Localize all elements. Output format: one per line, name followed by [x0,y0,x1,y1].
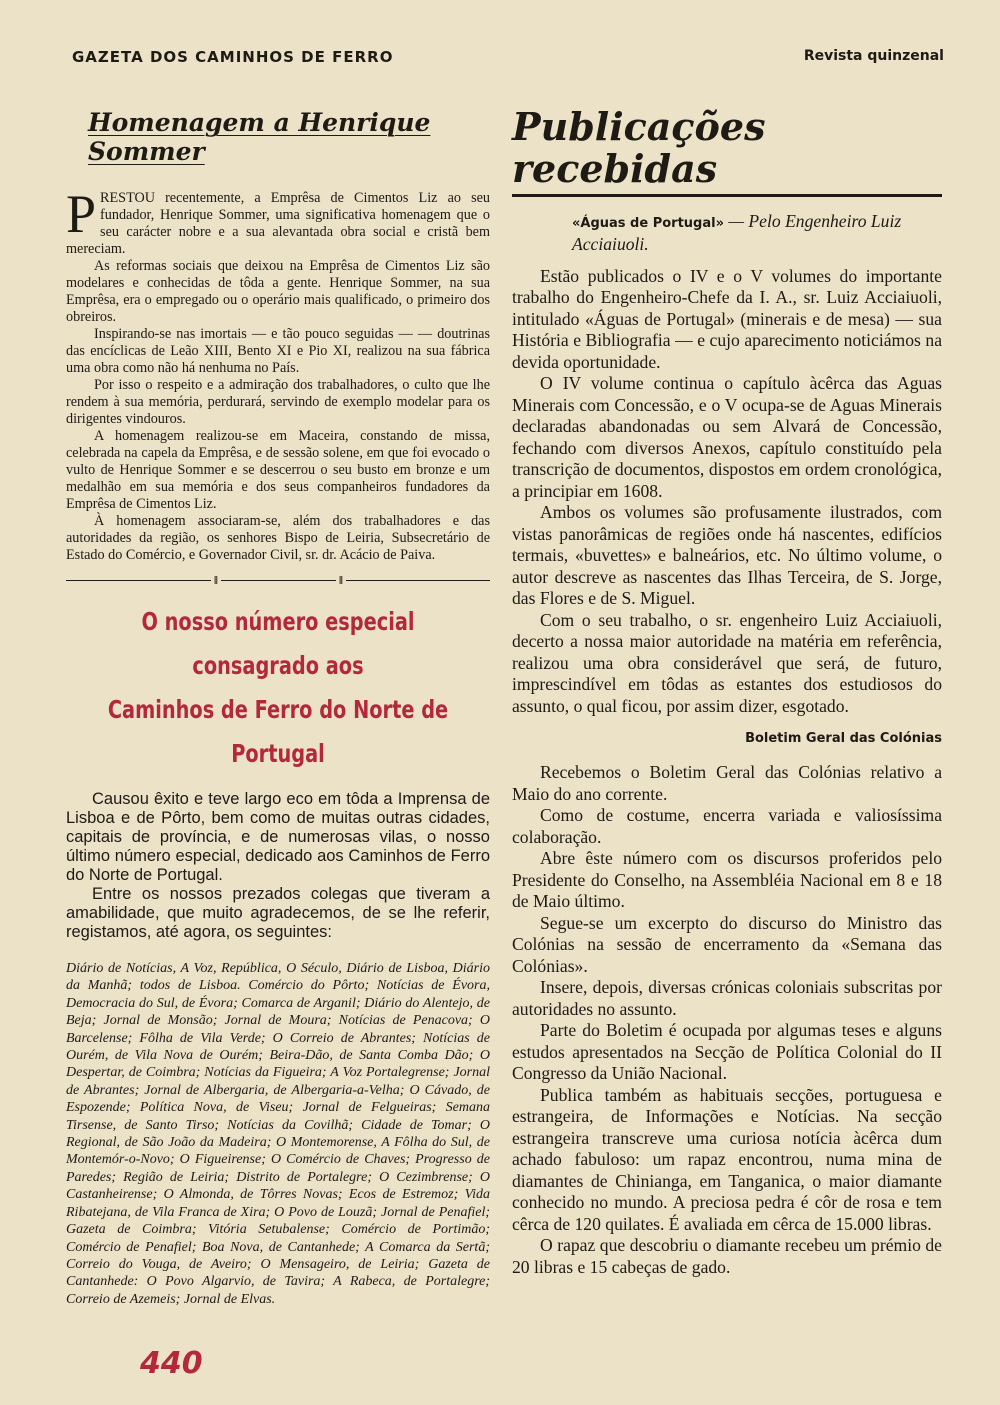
paragraph: Com o seu trabalho, o sr. engenheiro Luiz Acciaiuoli, decerto a nossa maior autoridade na matéria em referência, realizou uma obra considerável que será, de futuro, imprescindível em tôdas as estantes dos estudiosos do assunto, o qual ficou, por assim dizer, esgotado. [512,609,942,716]
paragraph: Recebemos o Boletim Geral das Colónias relativo a Maio do ano corrente. [512,762,942,804]
publication-review [512,266,942,718]
paragraph: Estão publicados o IV e o V volumes do importante trabalho do Engenheiro-Chefe da I. A., sr. Luiz Acciaiuoli, intitulado «Águas de Portugal» (minerais e de mesa) — sua História e Bibliografia — e cujo aparecimento noticiámos na devida oportunidade. [512,265,942,372]
paragraph: Causou êxito e teve largo eco em tôda a Imprensa de Lisboa e de Pôrto, bem como de muitas outras cidades, capitais de província, e de numerosas vilas, o nosso último número especial, dedicado aos Caminhos de Ferro do Norte de Portugal. [66,790,490,884]
publication-name: GAZETA DOS CAMINHOS DE FERRO [72,48,394,66]
running-header [72,48,944,72]
paragraph: A homenagem realizou-se em Maceira, constando de missa, celebrada na capela da Emprêsa, e de sessão solene, em que foi evocado o vulto de Henrique Sommer e se descerrou o seu busto em bronze e um medalhão em sua memória e dos seus companheiros fundadores da Emprêsa de Cimentos Liz. [66,428,490,512]
paragraph: Por isso o respeito e a admiração dos trabalhadores, o culto que lhe rendem à sua memória, perdurará, servindo de exemplo modelar para os dirigentes vindouros. [66,377,490,427]
publication-title: «Águas de Portugal» [572,215,724,231]
section-title-publications: Publicações recebidas [512,104,766,191]
right-column [512,100,942,1278]
boletim-heading: Boletim Geral das Colónias [745,731,942,747]
publication-author: — Pelo Engenheiro Luiz Acciaiuoli. [572,210,902,255]
publication-heading [512,211,942,256]
title-rule [512,194,942,197]
article-body-sommer [66,184,490,564]
newspaper-list: Diário de Notícias, A Voz, República, O Século, Diário de Lisboa, Diário da Manhã; todos de Lisboa. Comércio do Pôrto; Notícias de Évora, Democracia do Sul, de Évora; Comarca de Arganil; Diário do Alentejo, de Beja; Jornal de Monsão; Jornal de Moura; Notícias de Penacova; O Barcelense; Fôlha de Vila Verde; O Correio de Abrantes; Notícias de Ourém, de Vila Nova de Ourém; Beira-Dão, de Santa Comba Dão; O Despertar, de Coimbra; Notícias da Figueira; A Voz Portalegrense; Jornal de Abrantes; Jornal de Albergaria, de Albergaria-a-Velha; O Cávado, de Espozende; Política Nova, de Viseu; Jornal de Felgueiras; Semana Tirsense, de Santo Tirso; Notícias da Covilhã; Cidade de Tomar; O Regional, de São João da Madeira; O Montemorense, A Fôlha do Sul, de Montemór-o-Novo; O Figueirense; O Comércio de Chaves; Progresso de Paredes; Região de Leiria; Distrito de Portalegre; O Cezimbrense; O Castanheirense; O Almonda, de Tôrres Novas; Ecos de Estremoz; Vida Ribatejana, de Vila Franca de Xira; O Povo de Louzã; Jornal de Penafiel; Gazeta de Coimbra; Vitória Setubalense; Comércio de Portimão; Comércio de Penafiel; Boa Nova, de Cantanhede; A Comarca da Sertã; Correio do Vouga, de Aveiro; O Mensageiro, de Leiria; Gazeta de Cantanhede: O Povo Algarvio, de Tavira; A Rabeca, de Portalegre; Correio de Azemeis; Jornal de Elvas. [66,961,490,1307]
paragraph: Abre êste número com os discursos proferidos pelo Presidente do Conselho, na Assembléia Nacional em 8 e 18 de Maio último. [512,848,942,912]
left-column [66,100,490,1308]
divider-ornament-icon: ǁ [336,573,346,587]
paragraph: Inspirando-se nas imortais — e tão pouco seguidas — — doutrinas das encíclicas de Leão XIII, Bento XI e Pio XI, realizou na sua fábrica uma obra como não há nenhuma no País. [66,326,490,376]
page-number: 440 [140,1346,203,1381]
paragraph: Segue-se um excerpto do discurso do Ministro das Colónias na sessão de encerramento da «Semana das Colónias». [512,912,942,976]
paragraph: Entre os nossos prezados colegas que tiveram a amabilidade, que muito agradecemos, de se lhe referir, registamos, até agora, os seguintes: [66,885,490,941]
paragraph: Insere, depois, diversas crónicas coloniais subscritas por autoridades no assunto. [512,977,942,1019]
paragraph: Publica também as habituais secções, portuguesa e estrangeira, de Informações e Notícias. Na secção estrangeira transcreve uma curiosa notícia àcêrca dum achado fabuloso: um rapaz encontrou, numa mina de diamantes de Chinianga, em Tanganica, o maior diamante conhecido no mundo. A preciosa pedra é côr de rosa e tem cêrca de 120 quilates. É avaliada em cêrca de 15.000 libras. [512,1084,942,1234]
boletim-review [512,762,942,1278]
drop-cap: P [66,184,97,244]
special-issue-heading: O nosso número especial consagrado aos Caminhos de Ferro do Norte de Portugal [107,607,449,768]
paragraph: Como de costume, encerra variada e valiosíssima colaboração. [512,805,942,847]
paragraph: O rapaz que descobriu o diamante recebeu um prémio de 20 libras e 15 cabeças de gado. [512,1235,942,1277]
paragraph: O IV volume continua o capítulo àcêrca das Aguas Minerais com Concessão, e o V ocupa-se de Aguas Minerais declaradas abandonadas ou sem Alvará de Concessão, fechando com diversos Anexos, capítulo constituído pela transcrição de documentos, dispostos em ordem cronológica, a principiar em 1608. [512,373,942,501]
paragraph: As reformas sociais que deixou na Emprêsa de Cimentos Liz são modelares e conhecidas de tôda a gente. Henrique Sommer, na sua Emprêsa, era o empregado ou o operário mais qualificado, o primeiro dos obreiros. [66,258,490,325]
publication-frequency: Revista quinzenal [803,48,944,64]
paragraph: PRESTOU recentemente, a Emprêsa de Cimentos Liz ao seu fundador, Henrique Sommer, uma significativa homenagem que o seu carácter nobre e a sua alevantada obra social e cristã bem mereciam. [66,184,490,257]
section-divider [66,570,490,592]
paragraph: Parte do Boletim é ocupada por algumas teses e alguns estudos apresentados na Secção de Política Colonial do II Congresso da União Nacional. [512,1020,942,1084]
special-issue-body [66,790,490,942]
paragraph: Ambos os volumes são profusamente ilustrados, com vistas panorâmicas de regiões onde há nascentes, edifícios termais, «buvettes» e balneários, etc. No último volume, o autor descreve as nascentes das Ilhas Terceira, de S. Jorge, das Flores e de S. Miguel. [512,502,942,609]
article-title-sommer: Homenagem a Henrique Sommer [88,108,431,166]
divider-ornament-icon: ǁ [211,573,221,587]
paragraph: À homenagem associaram-se, além dos trabalhadores e das autoridades da região, os senhores Bispo de Leiria, Subsecretário de Estado do Comércio, e Governador Civil, sr. dr. Acácio de Paiva. [66,513,490,563]
